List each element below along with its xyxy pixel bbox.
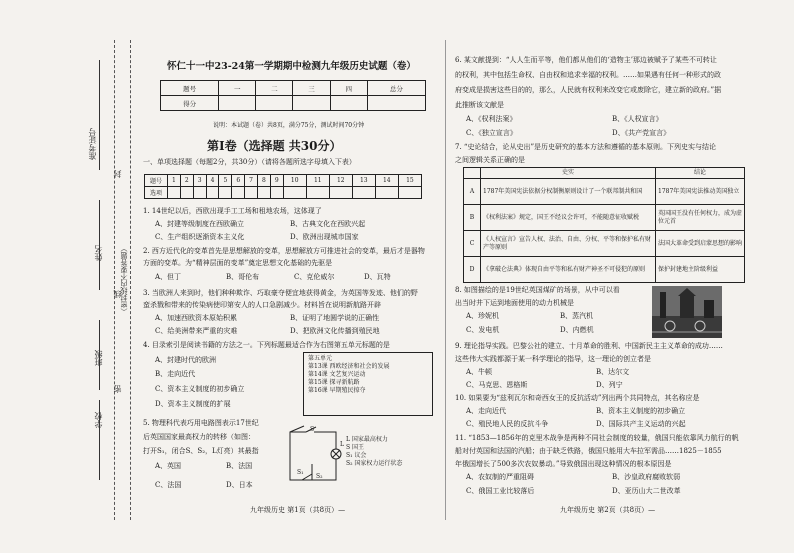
- q3-option-d[interactable]: D、把欧洲文化传播到殖民地: [290, 327, 380, 335]
- q4-option-d[interactable]: D、资本主义制度的扩展: [155, 400, 231, 408]
- q4-option-b[interactable]: B、走向近代: [155, 370, 196, 378]
- q7-row-label: A: [464, 179, 481, 205]
- q5-stem-3: 打开S₁，闭合S、S₂，L灯亮）其最指: [143, 447, 259, 455]
- answer-slot[interactable]: [270, 187, 283, 199]
- q8-option-a[interactable]: A、珍妮机: [466, 312, 500, 320]
- class-label: 班级: [94, 350, 103, 366]
- answer-number: 6: [232, 175, 245, 187]
- q5-option-b[interactable]: B、法国: [226, 462, 253, 470]
- answer-number: 3: [193, 175, 206, 187]
- score-input[interactable]: [367, 96, 425, 111]
- q7-fact: 《人权宣言》宣告人权、法治、自由、分权、平等和保护私有财产等原则: [481, 231, 656, 257]
- q7-row-label: B: [464, 205, 481, 231]
- score-cell: 三: [293, 81, 330, 96]
- answer-number: 14: [375, 175, 398, 187]
- answer-number: 13: [352, 175, 375, 187]
- answer-slot[interactable]: [245, 187, 258, 199]
- q11-line: 年俄国增长了500多次农奴暴动。”导致俄国出现这种情况的根本原因是: [455, 460, 672, 468]
- unit-title: 第五单元: [308, 355, 333, 362]
- q7-row-label: C: [464, 231, 481, 257]
- legend-item: L 国家最高权力: [346, 436, 388, 443]
- answer-number: 12: [329, 175, 352, 187]
- seal-line: [114, 40, 115, 520]
- q11-option-c[interactable]: C、俄国工业比较落后: [466, 487, 535, 495]
- q7-conclusion: 英国国王没有任何权力，成为虚位元首: [656, 205, 745, 231]
- seal-char-xian: 线: [113, 290, 122, 298]
- q1-option-d[interactable]: D、欧洲出现城市国家: [290, 233, 359, 241]
- q11-option-a[interactable]: A、农奴制的严重阻碍: [466, 473, 535, 481]
- q7-row-label: D: [464, 257, 481, 283]
- legend-item: S 国王: [346, 444, 365, 451]
- q1-option-c[interactable]: C、生产组织逐渐资本主义化: [155, 233, 245, 241]
- q4-stem: 4. 目录索引是阅读书籍的方法之一。下列标题最适合作为右图第五单元标题的是: [143, 341, 390, 349]
- answer-slot[interactable]: [329, 187, 352, 199]
- answer-label: 题号: [145, 175, 168, 187]
- q3-option-c[interactable]: C、给美洲带来严重的灾难: [155, 327, 238, 335]
- q4-option-c[interactable]: C、资本主义制度的初步确立: [155, 385, 245, 393]
- answer-label: 选项: [145, 187, 168, 199]
- q8-option-c[interactable]: C、发电机: [466, 326, 500, 334]
- q6-line: 此推断该文献是: [455, 101, 504, 109]
- score-input[interactable]: [219, 96, 256, 111]
- exam-no-line: [99, 60, 100, 170]
- q11-option-d[interactable]: D、亚历山大二世改革: [612, 487, 681, 495]
- q9-option-a[interactable]: A、牛顿: [466, 368, 493, 376]
- class-line: [99, 320, 100, 390]
- section-title: 第Ⅰ卷（选择题 共30分）: [207, 139, 342, 153]
- q7-fact: 《拿破仑法典》体现自由平等和私有财产神圣不可侵犯的原则: [481, 257, 656, 283]
- q9-option-c[interactable]: C、马克思、恩格斯: [466, 381, 528, 389]
- q7-header: 史实: [481, 168, 656, 179]
- q10-option-a[interactable]: A、走向近代: [466, 407, 507, 415]
- answer-slot[interactable]: [258, 187, 271, 199]
- q10-option-c[interactable]: C、殖民地人民的反抗斗争: [466, 420, 549, 428]
- answer-slot[interactable]: [193, 187, 206, 199]
- footer-left: 九年级历史 第1页（共8页）—: [250, 506, 346, 514]
- q11-line: 11. “1853—1856年的克里木战争是两种不同社会制度的较量，俄国只能依靠风力航行的帆: [455, 434, 739, 442]
- q6-option-a[interactable]: A、《权利法案》: [466, 115, 517, 123]
- answer-number: 9: [270, 175, 283, 187]
- answer-slot[interactable]: [206, 187, 219, 199]
- answer-slot[interactable]: [352, 187, 375, 199]
- q3-stem: 3. 当欧洲人来到时，他们种种欺诈、巧取豪夺便宜地获得黄金，为英国等发迹、他们的野: [143, 289, 418, 297]
- score-cell: 四: [330, 81, 367, 96]
- q7-table: [463, 167, 745, 283]
- q5-option-d[interactable]: D、日本: [226, 481, 253, 489]
- answer-number: 2: [180, 175, 193, 187]
- q4-option-a[interactable]: A、封建时代的欧洲: [155, 356, 217, 364]
- q7-conclusion: 保护封建地主阶级利益: [656, 257, 745, 283]
- seal-line-inner: [130, 40, 131, 520]
- svg-text:S₁: S₁: [297, 469, 304, 476]
- q6-line: 6. 某文献提到：“人人生而平等，他们都从他们的‘造物主’那边被赋予了某些不可转让: [455, 56, 717, 64]
- unit-lesson: 第16课 早期殖民掠夺: [308, 387, 366, 394]
- q6-option-b[interactable]: B、《人权宣言》: [612, 115, 663, 123]
- unit-box: [303, 352, 433, 416]
- circuit-diagram: [284, 424, 344, 488]
- q1-option-a[interactable]: A、封建等级制度在西欧确立: [155, 220, 245, 228]
- q1-stem: 1. 14世纪以后，西欧出现手工工场和租地农场，这体现了: [143, 207, 322, 215]
- page-divider: [445, 40, 446, 520]
- q9-option-d[interactable]: D、列宁: [596, 381, 623, 389]
- q10-option-b[interactable]: B、资本主义制度的初步确立: [596, 407, 686, 415]
- q6-option-c[interactable]: C、《独立宣言》: [466, 129, 517, 137]
- q7-line: 之间逻辑关系正确的是: [455, 156, 525, 164]
- q11-line: 船对付英国和法国的汽船；由于缺乏铁路，俄国只能用大车拉军需品……1825－1855: [455, 447, 722, 455]
- answer-number: 1: [168, 175, 181, 187]
- answer-number: 11: [306, 175, 329, 187]
- answer-slot[interactable]: [180, 187, 193, 199]
- q5-option-a[interactable]: A、英国: [155, 462, 182, 470]
- q2-stem-2: 方面的变革。为“精神层面的变革”奠定思想文化基础的先驱是: [143, 259, 333, 267]
- answer-slot[interactable]: [283, 187, 306, 199]
- q3-option-b[interactable]: B、证明了地圆学说的正确性: [290, 314, 380, 322]
- answer-number: 8: [258, 175, 271, 187]
- q6-option-d[interactable]: D、《共产党宣言》: [612, 129, 671, 137]
- exam-no-label: 准考证号: [88, 128, 97, 160]
- q11-option-b[interactable]: B、沙皇政府腐败软弱: [612, 473, 681, 481]
- circuit-legend: [346, 436, 402, 468]
- q10-option-d[interactable]: D、国际共产主义运动的兴起: [596, 420, 686, 428]
- q2-option-d[interactable]: D、瓦特: [364, 273, 391, 281]
- q2-stem: 2. 西方近代化的变革首先是思想解放的变革，思想解放方可推进社会的变革，最后才是器物: [143, 247, 425, 255]
- q1-option-b[interactable]: B、古典文化在西欧兴起: [290, 220, 366, 228]
- exam-note: 说明：本试题（卷）共8页，满分75分，测试时间70分钟: [213, 122, 365, 129]
- q3-option-a[interactable]: A、加速西欧资本原始积累: [155, 314, 238, 322]
- score-cell: 题号: [161, 81, 219, 96]
- q9-option-b[interactable]: B、达尔文: [596, 368, 630, 376]
- score-input[interactable]: [256, 96, 293, 111]
- q8-line: 8. 如图描绘的是19世纪英国煤矿的场景，从中可以看: [455, 286, 620, 294]
- answer-number: 15: [398, 175, 421, 187]
- seal-note: （密封线内不要答题）: [120, 245, 128, 315]
- q5-stem-2: 后英国国家最高权力的转移（如图：: [143, 433, 255, 441]
- answer-slot[interactable]: [398, 187, 421, 199]
- score-input[interactable]: [330, 96, 367, 111]
- q7-fact: 《权利法案》规定，国王不经议会许可，不能随意征收赋税: [481, 205, 656, 231]
- score-table: [160, 80, 426, 111]
- unit-lesson: 第13课 西欧经济和社会的发展: [308, 363, 390, 370]
- exam-title: 怀仁十一中23-24第一学期期中检测九年级历史试题（卷）: [167, 61, 416, 72]
- q6-line: 府变成是损害这些目的的，那么，人民就有权利来改变它或废除它，建立新的政府。”据: [455, 86, 722, 94]
- score-input[interactable]: [293, 96, 330, 111]
- score-cell: 二: [256, 81, 293, 96]
- seal-char-feng: 封: [113, 170, 122, 178]
- legend-item: S₁ 议会: [346, 452, 367, 459]
- score-cell: 总分: [367, 81, 425, 96]
- q10-line: 10. 如果要为“兹利瓦尔和奇西女王的反抗活动”列出两个共同特点，其名称应是: [455, 394, 700, 402]
- footer-right: 九年级历史 第2页（共8页）—: [560, 506, 656, 514]
- answer-number: 10: [283, 175, 306, 187]
- answer-number: 5: [219, 175, 232, 187]
- q5-stem: 5. 物理科代表巧用电路图表示17世纪: [143, 419, 259, 427]
- q7-header-blank: [464, 168, 481, 179]
- q3-stem-2: 蛮杀戮和带来的传染病使印第安人的人口急剧减少。材料旨在说明新航路开辟: [143, 301, 381, 309]
- school-label: 学校: [94, 412, 103, 428]
- q8-line: 出当时井下运到地面使用的动力机械是: [455, 299, 574, 307]
- svg-text:S₂: S₂: [316, 473, 323, 480]
- q8-option-d[interactable]: D、内燃机: [560, 326, 594, 334]
- q2-option-c[interactable]: C、克伦威尔: [294, 273, 335, 281]
- unit-lesson: 第15课 探寻新航路: [308, 379, 360, 386]
- seal-char-mi: 密: [113, 385, 122, 393]
- q7-line: 7. “史论结合，论从史出”是历史研究的基本方法和遵循的基本原则。下列史实与结论: [455, 143, 717, 151]
- answer-slot[interactable]: [219, 187, 232, 199]
- q9-line: 这些伟大实践都源于某一科学理论的指导，这一理论的创立者是: [455, 355, 651, 363]
- answer-slot[interactable]: [306, 187, 329, 199]
- q2-option-a[interactable]: A、但丁: [155, 273, 182, 281]
- score-cell: 得分: [161, 96, 219, 111]
- school-line: [99, 400, 100, 480]
- q7-conclusion: 1787年美国宪法推动美国独立: [656, 179, 745, 205]
- unit-lesson: 第14课 文艺复兴运动: [308, 371, 366, 378]
- q8-option-b[interactable]: B、蒸汽机: [560, 312, 594, 320]
- q2-option-b[interactable]: B、哥伦布: [226, 273, 260, 281]
- q7-fact: 1787年美国宪法依据分权制衡原则设计了一个联邦制共和国: [481, 179, 656, 205]
- name-line: [99, 200, 100, 290]
- answer-slot[interactable]: [168, 187, 181, 199]
- q6-line: 的权利，其中包括生命权、自由权和追求幸福的权利。……如果遇有任何一种形式的政: [455, 71, 721, 79]
- answer-table: [144, 174, 422, 199]
- legend-item: S₂ 国家权力运行状态: [346, 460, 403, 467]
- q5-option-c[interactable]: C、法国: [155, 481, 182, 489]
- coal-mine-engraving-icon: [652, 286, 722, 338]
- answer-slot[interactable]: [375, 187, 398, 199]
- q7-header: 结论: [656, 168, 745, 179]
- svg-text:S: S: [310, 426, 315, 433]
- answer-slot[interactable]: [232, 187, 245, 199]
- q9-line: 9. 理论指导实践。巴黎公社的建立、十月革命的胜利、中国新民主主义革命的成功……: [455, 342, 723, 350]
- score-cell: 一: [219, 81, 256, 96]
- section-instruction: 一、单项选择题（每题2分，共30分）（请将各题所选字母填入下表）: [143, 158, 356, 166]
- answer-number: 4: [206, 175, 219, 187]
- svg-text:L: L: [340, 441, 344, 448]
- name-label: 姓名: [94, 245, 103, 261]
- answer-number: 7: [245, 175, 258, 187]
- q7-conclusion: 法国大革命受到启蒙思想的影响: [656, 231, 745, 257]
